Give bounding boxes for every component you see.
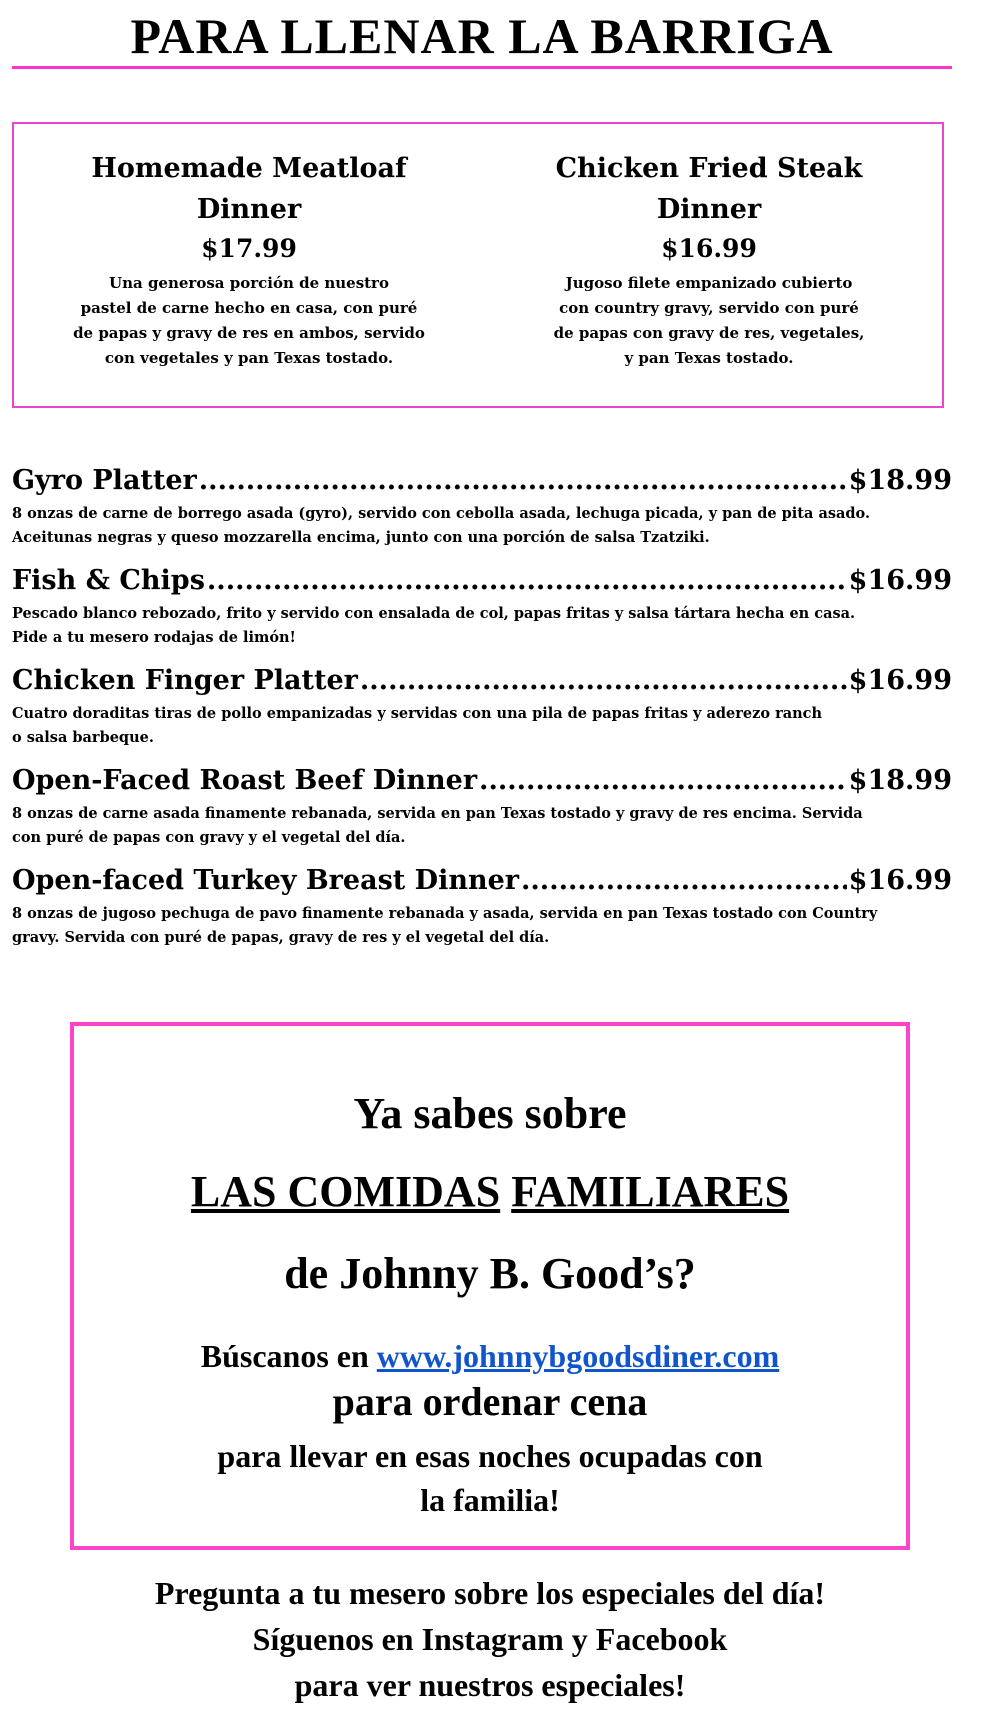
featured-item-name: Homemade Meatloaf [91,153,407,184]
dot-leader [199,460,847,502]
promo-highlight-2: FAMILIARES [511,1167,790,1216]
featured-item-description: Una generosa porción de nuestro pastel de carne hecho en casa, con puré de papas y gravy de res en ambos, servido con vegetales y pan Texas tostado. [73,274,425,367]
featured-dinners-box [12,122,944,408]
featured-item-description: Jugoso filete empanizado cubierto con country gravy, servido con puré de papas con gravy de res, vegetales, y pan Texas tostado. [553,274,865,367]
menu-item [12,760,982,850]
menu-item-price: $18.99 [848,765,952,796]
menu-item-name: Gyro Platter [12,465,197,496]
promo-line-1: Ya sabes sobre [353,1089,627,1138]
footer-specials [60,1570,920,1708]
featured-item-name-2: Dinner [196,194,302,225]
menu-item-name: Fish & Chips [12,565,205,596]
promo-line-2 [74,1166,906,1217]
promo-highlight-1: LAS COMIDAS [190,1167,501,1216]
promo-line-5: para ordenar cena [332,1379,648,1424]
featured-item-meatloaf [44,148,454,371]
menu-item-price: $16.99 [848,565,952,596]
dot-leader [207,560,847,602]
promo-line-6: para llevar en esas noches ocupadas con la familia! [217,1438,763,1518]
menu-item-name: Chicken Finger Platter [12,665,358,696]
footer-line-2: Síguenos en Instagram y Facebook [252,1621,728,1657]
menu-item-description: 8 onzas de jugoso pechuga de pavo finamente rebanada y asada, servida en pan Texas tostado con Country gravy. Servida con puré de papas, gravy de res y el vegetal del día. [12,905,878,946]
menu-item-price: $16.99 [848,665,952,696]
menu-item-description: Cuatro doraditas tiras de pollo empanizadas y servidas con una pila de papas fritas y aderezo ranch o salsa barbeque. [12,705,823,746]
footer-line-1: Pregunta a tu mesero sobre los especiales del día! [154,1575,826,1611]
family-meals-promo-box [70,1022,910,1550]
menu-items-list [12,460,982,960]
menu-item [12,460,982,550]
featured-item-price: $16.99 [661,234,757,263]
dot-leader [521,860,847,902]
promo-line-4 [74,1338,906,1375]
menu-item-name: Open-faced Turkey Breast Dinner [12,865,519,896]
menu-item-name: Open-Faced Roast Beef Dinner [12,765,478,796]
menu-item-description: 8 onzas de carne de borrego asada (gyro), servido con cebolla asada, lechuga picada, y pan de pita asado. Aceitunas negras y queso mozzarella encima, junto con una porción de salsa Tzatziki. [12,505,870,546]
page-title: PARA LLENAR LA BARRIGA [12,8,952,69]
menu-item [12,560,982,650]
menu-item-price: $18.99 [848,465,952,496]
dot-leader [479,760,847,802]
menu-item-description: Pescado blanco rebozado, frito y servido con ensalada de col, papas fritas y salsa tártara hecha en casa. Pide a tu mesero rodajas de limón! [12,605,856,646]
featured-item-name: Chicken Fried Steak [555,153,863,184]
footer-line-3: para ver nuestros especiales! [294,1667,686,1703]
menu-item [12,660,982,750]
website-link[interactable]: www.johnnybgoodsdiner.com [376,1338,780,1374]
menu-item-description: 8 onzas de carne asada finamente rebanada, servida en pan Texas tostado y gravy de res encima. Servida con puré de papas con gravy y el vegetal del día. [12,805,863,846]
dot-leader [360,660,847,702]
promo-find-us: Búscanos en [200,1338,369,1374]
promo-line-3: de Johnny B. Good’s? [284,1249,696,1298]
featured-item-chicken-fried-steak [504,148,914,371]
featured-item-price: $17.99 [201,234,297,263]
menu-item-price: $16.99 [848,865,952,896]
menu-item [12,860,982,950]
featured-item-name-2: Dinner [656,194,762,225]
